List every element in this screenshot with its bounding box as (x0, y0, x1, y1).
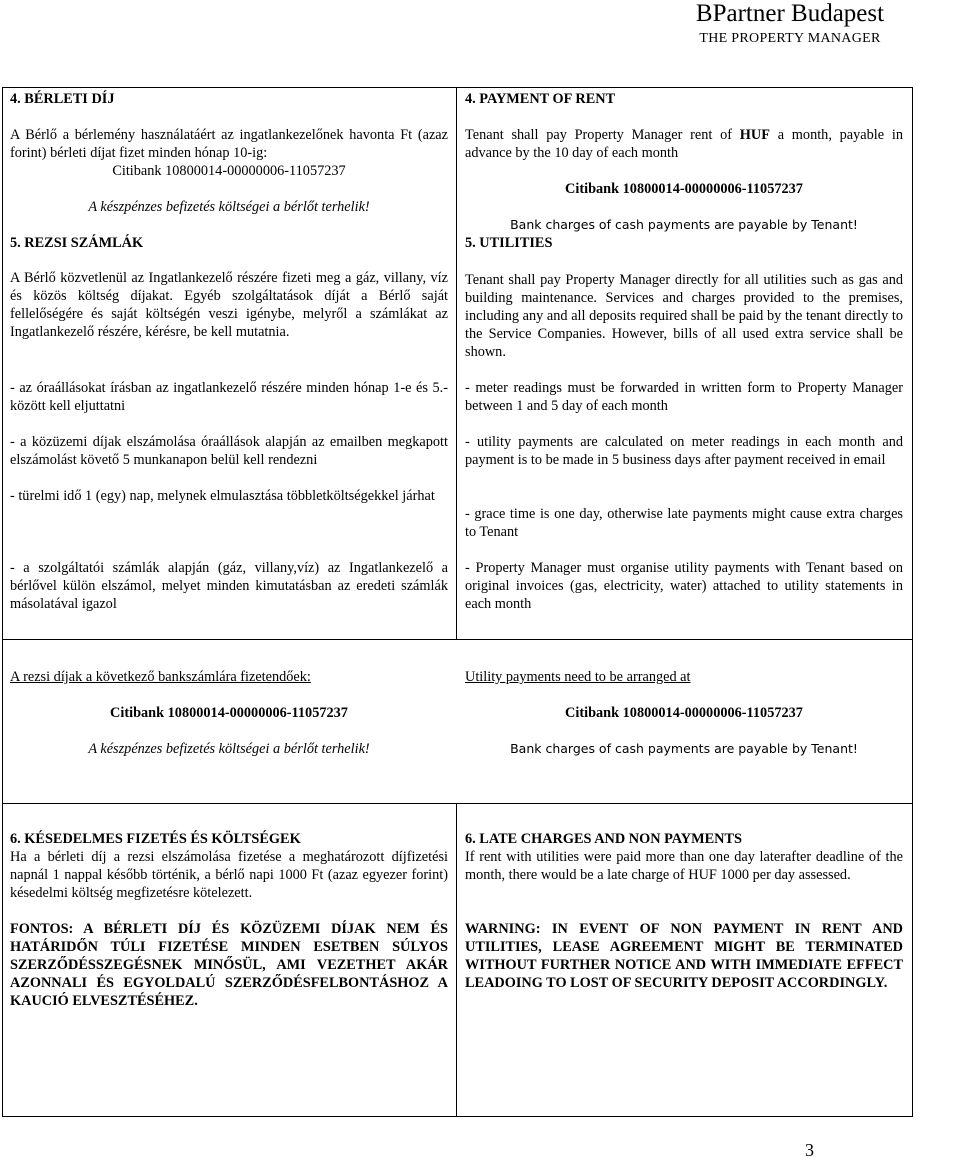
hu-utilities-intro (10, 269, 448, 341)
hu-utilities-payment-title: A rezsi díjak a következő bankszámlára fizetendőek: (10, 669, 311, 685)
en-rent-text-b: a month, payable in advance by the 10 day of each month (465, 127, 903, 161)
en-rent-cash-note: Bank charges of cash payments are payable by Tenant! (510, 217, 858, 232)
section-divider-1 (2, 639, 913, 640)
hu-late-charges-text: Ha a bérleti díj a rezsi elszámolása fizetése a meghatározott díjfizetési napnál 1 nappal később történik, a bérlő napi 1000 Ft (azaz egyezer forint) késedelmi költség megfizetésre kötelezett. (10, 849, 448, 901)
en-utilities-item-1: - meter readings must be forwarded in written form to Property Manager between 1 and 5 day of each month (465, 380, 903, 414)
page-header (640, 0, 940, 47)
en-section-4-title: 4. PAYMENT OF RENT (465, 91, 616, 107)
en-utilities-item-4: - Property Manager must organise utility payments with Tenant based on original invoices (gas, electricity, water) attached to utility statements in each month (465, 560, 903, 612)
hu-utilities-item-2: - a közüzemi díjak elszámolása óraállások alapján az emailben megkapott elszámolást követő 5 munkanapon belül kell rendezni (10, 434, 448, 468)
column-divider-bottom (456, 803, 457, 1116)
brand-tagline: THE PROPERTY MANAGER (699, 31, 881, 46)
hu-warning-text: FONTOS: A BÉRLETI DÍJ ÉS KÖZÜZEMI DÍJAK NEM ÉS HATÁRIDŐN TÚLI FIZETÉSE MINDEN ESETBEN SÚLYOS SZERZŐDÉSSZEGÉSNEK MINŐSÜL, AMI VEZETHET AKÁR AZONNALI ÉS EGYOLDALÚ SZERZŐDÉSFELBONTÁSHOZ A KAUCIÓ ELVESZTÉSÉHEZ. (10, 921, 448, 1009)
en-rent-text (465, 126, 903, 162)
en-utilities-intro: Tenant shall pay Property Manager directly for all utilities such as gas and building maintenance. Services and charges provided to the premises, including any and all deposits required shall be paid by the tenant directly to the Service Companies. However, bills of all used extra service shall be shown. (465, 272, 903, 360)
en-warning-text: WARNING: IN EVENT OF NON PAYMENT IN RENT AND UTILITIES, LEASE AGREEMENT MIGHT BE TERMINATED WITHOUT FURTHER NOTICE AND WITH IMMEDIATE EFFECT LEADOING TO LOST OF SECURITY DEPOSIT ACCORDINGLY. (465, 921, 903, 991)
en-late-charges-text: If rent with utilities were paid more than one day laterafter deadline of the month, there would be a late charge of HUF 1000 per day assessed. (465, 849, 903, 883)
en-utilities-payment-note: Bank charges of cash payments are payable by Tenant! (510, 741, 858, 756)
en-utilities-item-2: - utility payments are calculated on meter readings in each month and payment is to be made in 5 business days after payment received in email (465, 434, 903, 468)
en-rent-text-a: Tenant shall pay Property Manager rent of (465, 127, 740, 143)
hu-rent-text: A Bérlő a bérlemény használatáért az ingatlankezelőnek havonta Ft (azaz forint) bérleti díjat fizet minden hónap 10-ig: (10, 127, 448, 161)
en-utilities-payment-account: Citibank 10800014-00000006-11057237 (565, 705, 803, 721)
en-section-6-title: 6. LATE CHARGES AND NON PAYMENTS (465, 831, 742, 847)
brand-name: BPartner Budapest (695, 0, 885, 27)
column-divider-top (456, 88, 457, 639)
en-rent-account: Citibank 10800014-00000006-11057237 (565, 181, 803, 197)
hu-utilities-payment-account: Citibank 10800014-00000006-11057237 (110, 705, 348, 721)
hu-section-4-title: 4. BÉRLETI DÍJ (10, 91, 115, 107)
hu-utilities-intro-b: Egyéb szolgáltatások díját a Bérlő saját fellelőségére és saját költségén veszi igénybe, melyről a számlákat az Ingatlankezelő részére, kérésre, be kell mutatnia. (10, 288, 449, 340)
hu-utilities-item-3: - türelmi idő 1 (egy) nap, melynek elmulasztása többletköltségekkel járhat (10, 488, 435, 504)
hu-section-5-title: 5. REZSI SZÁMLÁK (10, 235, 144, 251)
page-number: 3 (805, 1140, 814, 1160)
hu-rent-cash-note: A készpénzes befizetés költségei a bérlőt terhelik! (88, 199, 370, 215)
en-section-5-title: 5. UTILITIES (465, 235, 553, 251)
en-utilities-item-3: - grace time is one day, otherwise late payments might cause extra charges to Tenant (465, 506, 903, 540)
section-divider-2 (2, 803, 913, 804)
hu-utilities-intro-a: A Bérlő közvetlenül az Ingatlankezelő részére fizeti meg a gáz, villany, víz és közös költség díjakat. (10, 270, 448, 304)
hu-section-4 (10, 90, 448, 108)
en-rent-currency: HUF (739, 127, 770, 143)
hu-utilities-item-1: - az óraállásokat írásban az ingatlankezelő részére minden hónap 1-e és 5.- között kell eljuttatni (10, 380, 448, 414)
hu-section-6-title: 6. KÉSEDELMES FIZETÉS ÉS KÖLTSÉGEK (10, 831, 301, 847)
hu-utilities-item-4: - a szolgáltatói számlák alapján (gáz, villany,víz) az Ingatlankezelő a bérlővel külön elszámol, melyet minden kimutatásban az eredeti számlák másolatával igazol (10, 560, 448, 612)
hu-utilities-payment-note: A készpénzes befizetés költségei a bérlőt terhelik! (88, 741, 370, 757)
en-utilities-payment-title: Utility payments need to be arranged at (465, 669, 691, 685)
hu-rent-account: Citibank 10800014-00000006-11057237 (112, 163, 346, 179)
